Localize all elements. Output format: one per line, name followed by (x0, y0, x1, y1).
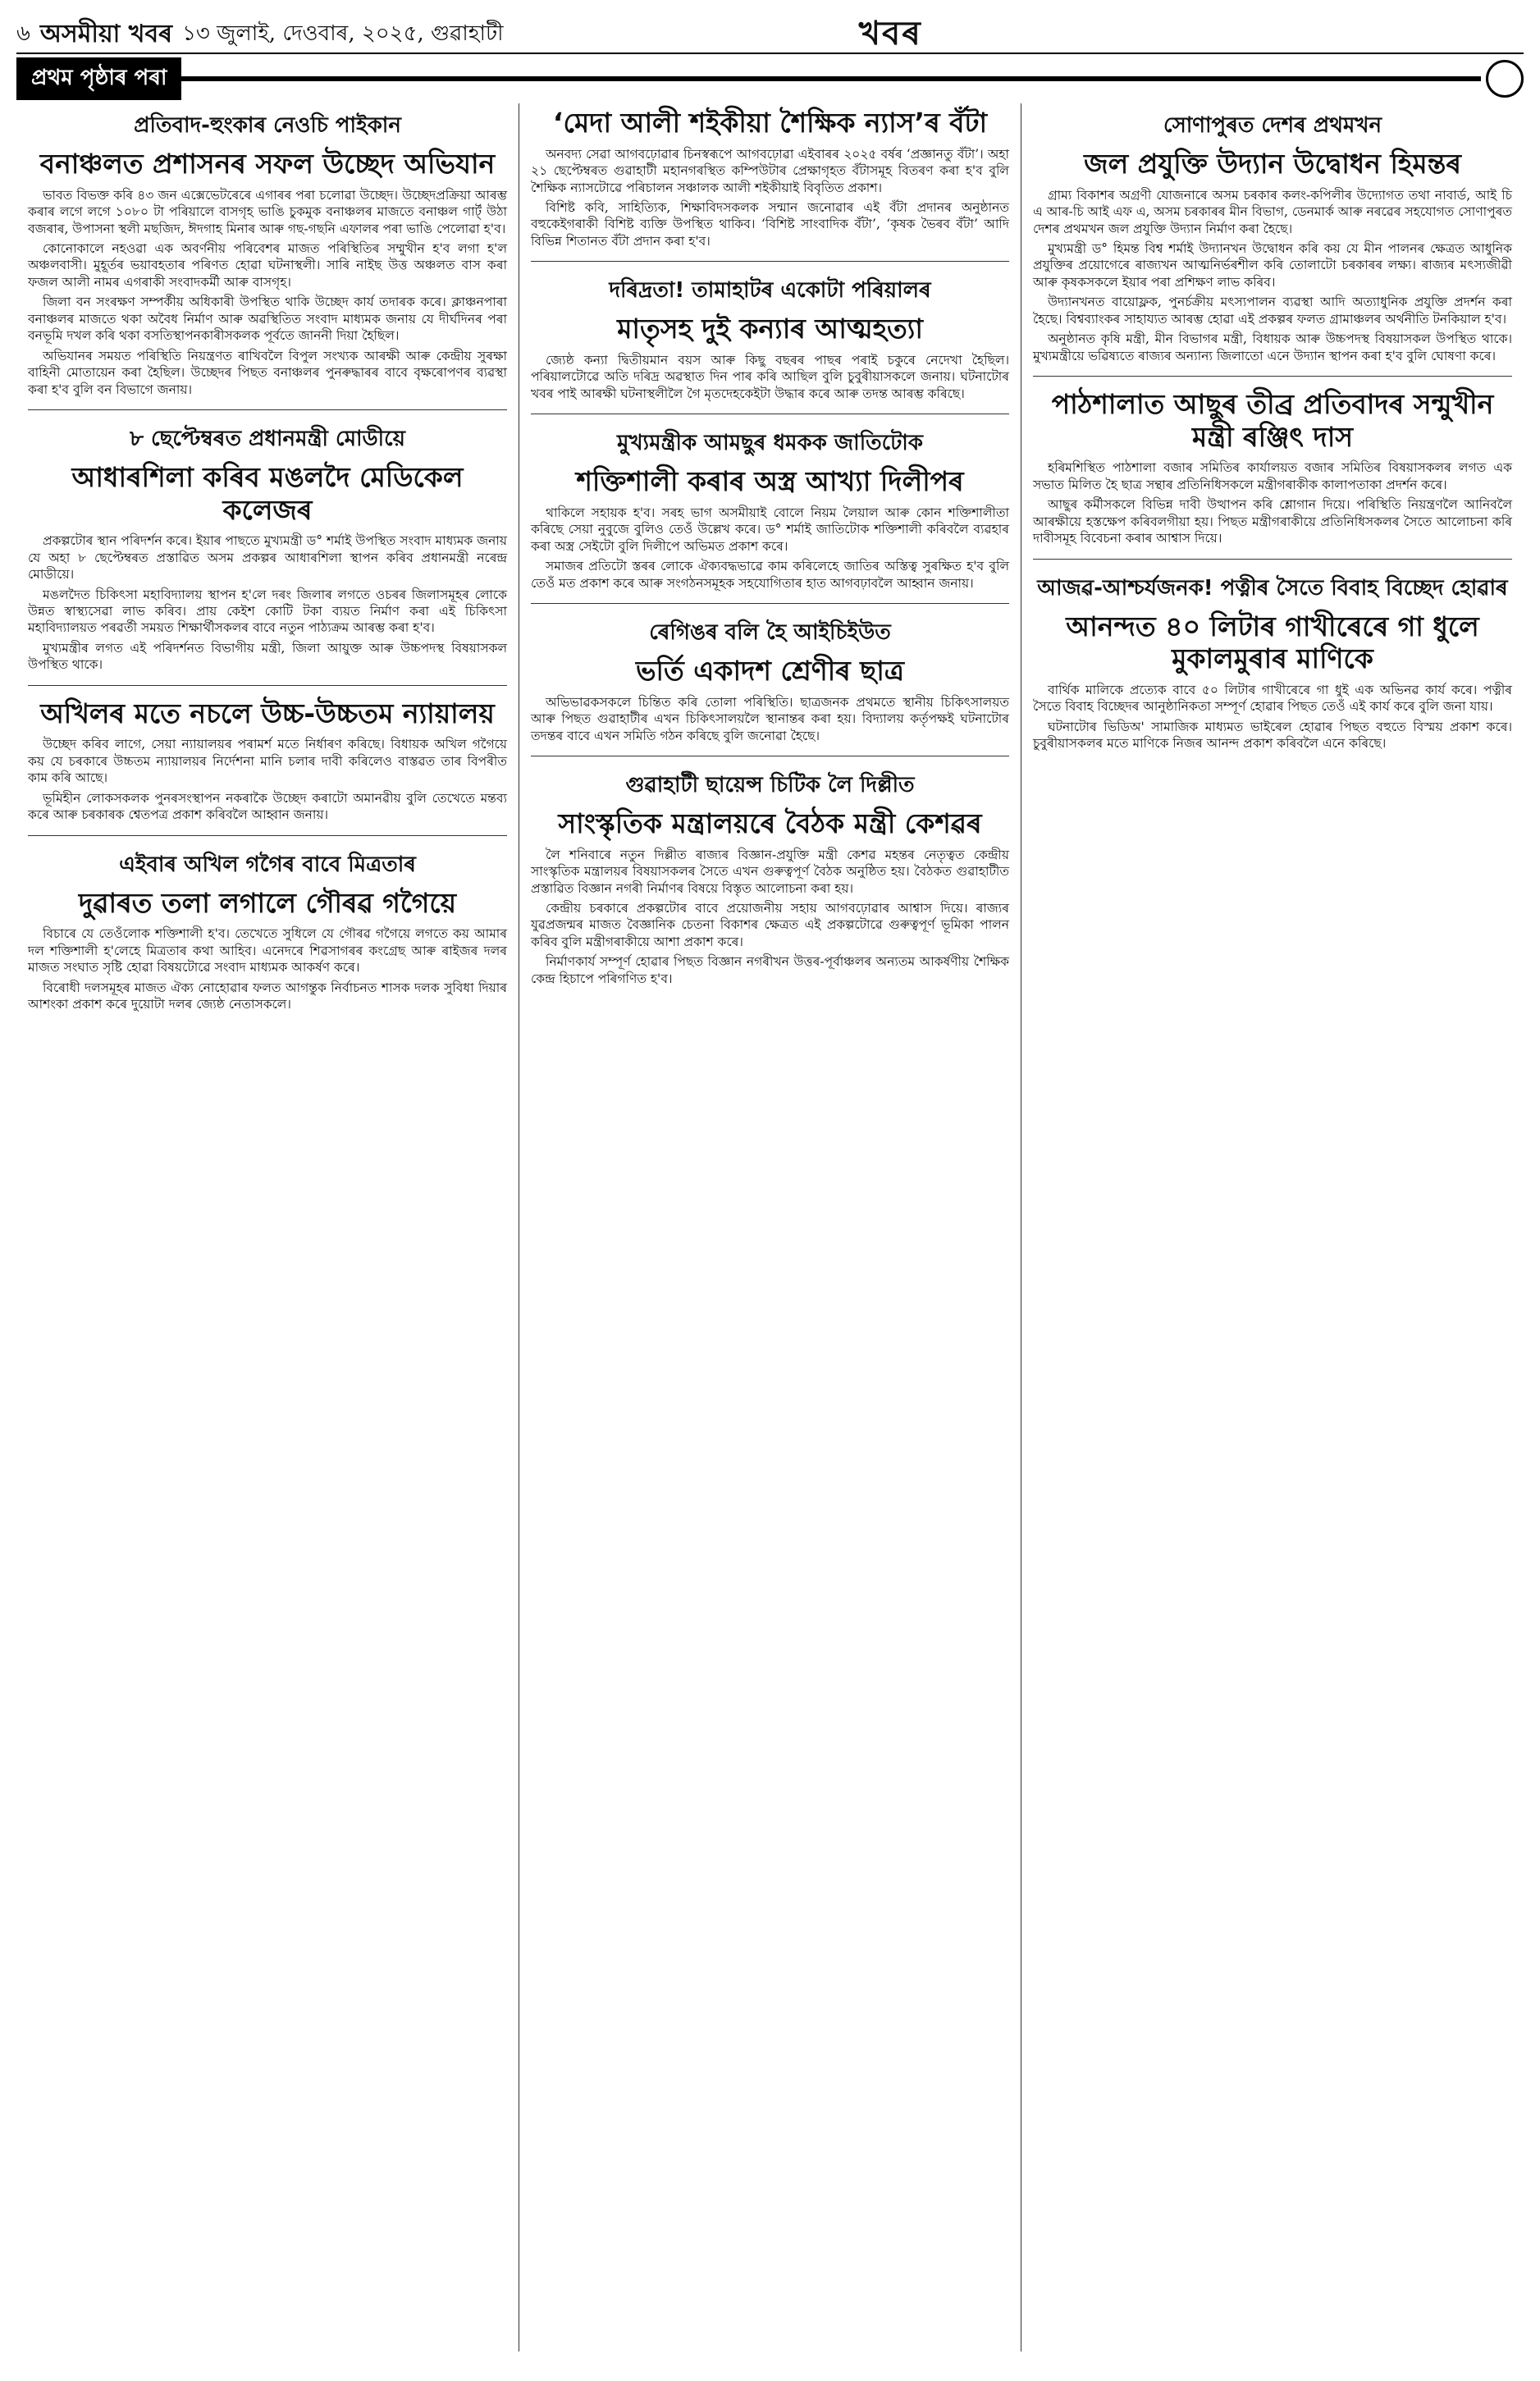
article-headline: দুৱাৰত তলা লগালে গৌৰৱ গগৈয়ে (78, 886, 457, 919)
article-kicker: মুখ্যমন্ত্ৰীক আমছুৰ ধমকক জাতিটোক (617, 431, 923, 456)
paragraph: গ্ৰাম্য বিকাশৰ অগ্ৰণী যোজনাৰে অসম চৰকাৰ কলং-কপিলীৰ উদ্যোগত তথা নাবাৰ্ড, আই চি এ আৰ-চি আই এফ এ, অসম চৰকাৰৰ মীন বিভাগ, ডেনমাৰ্ক আৰু নৰৱেৰ সহযোগত সোণাপুৰত দেশৰ প্ৰথমখন জল প্ৰযুক্তি উদ্যান নিৰ্মাণ কৰা হৈছে। (1033, 187, 1512, 236)
article-body (1033, 187, 1512, 365)
paragraph: নিৰ্মাণকাৰ্য সম্পূৰ্ণ হোৱাৰ পিছত বিজ্ঞান নগৰীখন উত্তৰ-পূৰ্বাঞ্চলৰ অন্যতম আকৰ্ষণীয় শৈক্ষিক কেন্দ্ৰ হিচাপে পৰিগণিত হ'ব। (531, 954, 1009, 986)
article-ragging (531, 615, 1009, 756)
paragraph: লৈ শনিবাৰে নতুন দিল্লীত ৰাজ্যৰ বিজ্ঞান-প্ৰযুক্তি মন্ত্ৰী কেশৱ মহন্তৰ নেতৃত্বত কেন্দ্ৰীয় সাংস্কৃতিক মন্ত্ৰালয়ৰ বিষয়াসকলৰ সৈতে এখন গুৰুত্বপূৰ্ণ বৈঠক অনুষ্ঠিত হয়। বৈঠকত গুৱাহাটীত প্ৰস্তাৱিত বিজ্ঞান নগৰী নিৰ্মাণৰ বিষয়ে বিস্তৃত আলোচনা কৰা হয়। (531, 847, 1009, 896)
paragraph: অভিযানৰ সময়ত পৰিস্থিতি নিয়ন্ত্ৰণত ৰাখিবলৈ বিপুল সংখ্যক আৰক্ষী আৰু কেন্দ্ৰীয় সুৰক্ষা বাহিনী মোতায়েন কৰা হৈছিল। উচ্ছেদৰ পিছত বনাঞ্চলৰ পুনৰুদ্ধাৰৰ বাবে বৃক্ষৰোপণৰ ব্যৱস্থা কৰা হ'ব বুলি বন বিভাগে জনায়। (28, 348, 507, 397)
article-milk-bath (1033, 571, 1512, 764)
article-headline: সাংস্কৃতিক মন্ত্ৰালয়ৰে বৈঠক মন্ত্ৰী কেশৱৰ (558, 807, 982, 840)
paragraph: বাৰ্থিক মালিকে প্ৰত্যেক বাবে ৫০ লিটাৰ গাখীৰেৰে গা ধুই এক অভিনৱ কাৰ্য কৰে। পত্নীৰ সৈতে বিবাহ বিচ্ছেদৰ আনুষ্ঠানিকতা সম্পূৰ্ণ হোৱাৰ পিছত তেওঁ এই কাৰ্য কৰে বুলি জনা যায়। (1033, 682, 1512, 715)
article-headline: শক্তিশালী কৰাৰ অস্ত্ৰ আখ্যা দিলীপৰ (576, 465, 964, 498)
article-body (1033, 682, 1512, 752)
paragraph: হৰিমশিস্থিত পাঠশালা বজাৰ সমিতিৰ কাৰ্যালয়ত বজাৰ সমিতিৰ বিষয়াসকলৰ লগত এক সভাত মিলিত হৈ ছাত্ৰ সন্থাৰ প্ৰতিনিধিসকলে মন্ত্ৰীগৰাকীক কালাপতাকা প্ৰদৰ্শন কৰে। (1033, 460, 1512, 492)
article-eviction (28, 108, 507, 410)
column-middle (519, 103, 1021, 2351)
column-left (16, 103, 519, 2351)
article-headline: ‘মেদা আলী শইকীয়া শৈক্ষিক ন্যাস’ৰ বঁটা (552, 107, 988, 139)
paragraph: জিলা বন সংৰক্ষণ সম্পৰ্কীয় অধিকাৰী উপস্থিত থাকি উচ্ছেদ কাৰ্য তদাৰক কৰে। ক্লাঞ্চনপাৰা বনাঞ্চলৰ মাজতে থকা অবৈধ নিৰ্মাণ আৰু অৱস্থিতিত সংবাদ মাধ্যমক জনায় যে দীৰ্ঘদিনৰ পৰা বনভূমি দখল কৰি থকা বসতিস্থাপনকাৰীসকলক পূৰ্বতে জাননী দিয়া হৈছিল। (28, 295, 507, 344)
paragraph: অনুষ্ঠানত কৃষি মন্ত্ৰী, মীন বিভাগৰ মন্ত্ৰী, বিধায়ক আৰু উচ্চপদস্থ বিষয়াসকল উপস্থিত থাকে। মুখ্যমন্ত্ৰীয়ে ভৱিষ্যতে ৰাজ্যৰ অন্যান্য জিলাতো এনে উদ্যান স্থাপন কৰা হ'ব বুলি ঘোষণা কৰে। (1033, 331, 1512, 363)
paragraph: অনবদ্য সেৱা আগবঢ়োৱাৰ চিনস্বৰূপে আগবঢ়োৱা এইবাৰৰ ২০২৫ বৰ্ষৰ ‘প্ৰজ্ঞানতু বঁটা’। অহা ২১ ছেপ্টেম্বৰত গুৱাহাটী মহানগৰস্থিত কম্পিউটাৰ প্ৰেক্ষাগৃহত বঁটাসমূহ বিতৰণ কৰা হ'ব বুলি শৈক্ষিক ন্যাসটোৱে পৰিচালন সঞ্চালক আলী শইকীয়াই বিবৃতিত প্ৰকাশ। (531, 146, 1009, 195)
page-number: ৬ (16, 21, 30, 46)
column-right (1021, 103, 1524, 2351)
paragraph: মুখ্যমন্ত্ৰী ড° হিমন্ত বিশ্ব শৰ্মাই উদ্যানখন উদ্বোধন কৰি কয় যে মীন পালনৰ ক্ষেত্ৰত আধুনিক প্ৰযুক্তিৰ প্ৰয়োগেৰে ৰাজ্যখন আত্মনিৰ্ভৰশীল কৰি তোলাটো চৰকাৰৰ লক্ষ্য। ৰাজ্যৰ মৎস্যজীৱী আৰু কৃষকসকলে ইয়াৰ পৰা প্ৰশিক্ষণ লাভ কৰিব। (1033, 240, 1512, 290)
brand-logo-left: অসমীয়া খবৰ (39, 19, 173, 48)
paragraph: সমাজৰ প্ৰতিটো স্তৰৰ লোকে ঐক্যবদ্ধভাৱে কাম কৰিলেহে জাতিৰ অস্তিত্ব সুৰক্ষিত হ'ব বুলি তেওঁ মত প্ৰকাশ কৰে আৰু সংগঠনসমূহক সহযোগিতাৰ হাত আগবঢ়াবলৈ আহ্বান জনায়। (531, 559, 1009, 591)
article-kicker: এইবাৰ অখিল গগৈৰ বাবে মিত্ৰতাৰ (119, 852, 416, 877)
paragraph: বিচাৰে যে তেওঁলোক শক্তিশালী হ'ব। তেখেতে সুধিলে যে গৌৰৱ গগৈয়ে লগতে কয় আমাৰ দল শক্তিশালী হ'লেহে মিত্ৰতাৰ কথা আহিব। এনেদৰে শিৱসাগৰৰ কংগ্ৰেছ আৰু ৰাইজৰ দলৰ মাজত সংঘাত সৃষ্টি হোৱা বিষয়টোৱে সংবাদ মাধ্যমক আকৰ্ষণ কৰে। (28, 926, 507, 976)
paragraph: মঙলদৈত চিকিৎসা মহাবিদ্যালয় স্থাপন হ'লে দৰং জিলাৰ লগতে ওচৰৰ জিলাসমূহৰ লোকে উন্নত স্বাস্থ্যসেৱা লাভ কৰিব। প্ৰায় কেইশ কোটি টকা ব্যয়ত নিৰ্মাণ কৰা এই চিকিৎসা মহাবিদ্যালয়ত পৰৱৰ্তী সময়ত শিক্ষাৰ্থীসকলৰ বাবে নতুন পাঠ্যক্ৰম আৰম্ভ কৰা হ'ব। (28, 587, 507, 636)
paragraph: উচ্ছেদ কৰিব লাগে, সেয়া ন্যায়ালয়ৰ পৰামৰ্শ মতে নিৰ্ধাৰণ কৰিছে। বিধায়ক অখিল গগৈয়ে কয় যে চৰকাৰে উচ্চতম ন্যায়ালয়ৰ নিৰ্দেশনা মানি চলাৰ দাবী কৰিলেও বাস্তৱত তাৰ বিপৰীত কাম কৰি আছে। (28, 737, 507, 786)
article-kicker: ৰেগিঙৰ বলি হৈ আইচিইউত (649, 620, 891, 646)
article-kicker: আজৱ-আশ্চৰ্যজনক! পত্নীৰ সৈতে বিবাহ বিচ্ছেদ হোৱাৰ (1037, 575, 1508, 601)
article-water-park (1033, 108, 1512, 377)
paragraph: থাকিলে সহায়ক হ'ব। সৰহ ভাগ অসমীয়াই বোলে নিয়ম লৈয়াল আৰু কোন শক্তিশালীতা কৰিছে সেয়া নুবুজে বুলিও তেওঁ উল্লেখ কৰে। ড° শৰ্মাই জাতিটোক শক্তিশালী কৰিবলৈ ব্যৱহাৰ কৰা অস্ত্ৰ সেইটো বুলি দিলীপে অভিমত প্ৰকাশ কৰে। (531, 505, 1009, 554)
article-headline: মাতৃসহ দুই কন্যাৰ আত্মহত্যা (617, 313, 923, 345)
scroll-ornament-icon (1486, 60, 1524, 98)
paragraph: কেন্দ্ৰীয় চৰকাৰে প্ৰকল্পটোৰ বাবে প্ৰয়োজনীয় সহায় আগবঢ়োৱাৰ আশ্বাস দিয়ে। ৰাজ্যৰ যুৱপ্ৰজন্মৰ মাজত বৈজ্ঞানিক চেতনা বিকাশৰ ক্ষেত্ৰত এই প্ৰকল্পটোৱে গুৰুত্বপূৰ্ণ ভূমিকা পালন কৰিব বুলি মন্ত্ৰীগৰাকীয়ে আশা প্ৰকাশ কৰে। (531, 901, 1009, 949)
article-body (531, 352, 1009, 402)
article-ranjit-das (1033, 388, 1512, 559)
article-body (531, 847, 1009, 988)
article-tamahat (531, 273, 1009, 414)
paragraph: আছুৰ কৰ্মীসকলে বিভিন্ন দাবী উত্থাপন কৰি শ্লোগান দিয়ে। পৰিস্থিতি নিয়ন্ত্ৰণলৈ আনিবলৈ আৰক্ষীয়ে হস্তক্ষেপ কৰিবলগীয়া হয়। পিছত মন্ত্ৰীগৰাকীয়ে প্ৰতিনিধিসকলৰ সৈতে আলোচনা কৰি দাবীসমূহ বিবেচনা কৰাৰ আশ্বাস দিয়ে। (1033, 497, 1512, 546)
article-headline: বনাঞ্চলত প্ৰশাসনৰ সফল উচ্ছেদ অভিযান (39, 148, 496, 180)
paragraph: বিশিষ্ট কবি, সাহিত্যিক, শিক্ষাবিদসকলক সন্মান জনোৱাৰ এই বঁটা প্ৰদানৰ অনুষ্ঠানত বহুকেইগৰাকী বিশিষ্ট ব্যক্তি উপস্থিত থাকিব। ‘বিশিষ্ট সাংবাদিক বঁটা’, ‘কৃষক ভৈৰব বঁটা’ আদি বিভিন্ন শিতানত বঁটা প্ৰদান কৰা হ'ব। (531, 199, 1009, 249)
article-gaurav-akhil (28, 848, 507, 1025)
article-headline: আনন্দত ৪০ লিটাৰ গাখীৰেৰে গা ধুলে মুকালমুৰাৰ মাণিকে (1066, 610, 1479, 675)
masthead-bar (16, 16, 1524, 54)
paragraph: ঘটনাটোৰ ভিডিঅ' সামাজিক মাধ্যমত ভাইৰেল হোৱাৰ পিছত বহুতে বিস্ময় প্ৰকাশ কৰে। চুবুৰীয়াসকলৰ মতে মাণিকে নিজৰ আনন্দ প্ৰকাশ কৰিবলৈ এনে কৰিছে। (1033, 719, 1512, 752)
article-body (28, 532, 507, 674)
article-science-city (531, 768, 1009, 999)
brand-logo-center: খবৰ (858, 14, 922, 53)
article-kicker: সোণাপুৰত দেশৰ প্ৰথমখন (1163, 113, 1382, 138)
paragraph: মুখ্যমন্ত্ৰীৰ লগত এই পৰিদৰ্শনত বিভাগীয় মন্ত্ৰী, জিলা আয়ুক্ত আৰু উচ্চপদস্থ বিষয়াসকল উপস্থিত থাকে। (28, 640, 507, 673)
paragraph: কোনোকালে নহওৱা এক অবৰ্ণনীয় পৰিবেশৰ মাজত পৰিস্থিতিৰ সম্মুখীন হ'ব লগা হ'ল অঞ্চলবাসী। মুহূৰ্তৰ ভয়াবহতাৰ পৰিণত হোৱা ঘটনাস্থলী। সাৰি নাইছ উত্ত অঞ্চলত বাস কৰা ফজল আলী নামৰ এগৰাকী সংবাদকৰ্মী আৰু বাসগৃহ। (28, 240, 507, 290)
section-rule (181, 76, 1481, 81)
paragraph: জ্যেষ্ঠ কন্যা দ্বিতীয়মান বয়স আৰু কিছু বছৰৰ পাছৰ পৰাই চকুৰে নেদেখা হৈছিল। পৰিয়ালটোৱে অতি দৰিদ্ৰ অৱস্থাত দিন পাৰ কৰি আছিল বুলি চুবুৰীয়াসকলে জনায়। ঘটনাটোৰ খবৰ পাই আৰক্ষী ঘটনাস্থলীলৈ গৈ মৃতদেহকেইটা উদ্ধাৰ কৰে আৰু তদন্ত আৰম্ভ কৰিছে। (531, 352, 1009, 401)
article-body (28, 925, 507, 1012)
article-headline: অখিলৰ মতে নচলে উচ্চ-উচ্চতম ন্যায়ালয় (40, 697, 495, 729)
paragraph: উদ্যানখনত বায়োফ্লক, পুনৰ্চক্ৰীয় মৎস্যপালন ব্যৱস্থা আদি অত্যাধুনিক প্ৰযুক্তি প্ৰদৰ্শন কৰা হৈছে। বিশ্বব্যাংকৰ সাহায্যত আৰম্ভ হোৱা এই প্ৰকল্পৰ ফলত গ্ৰামাঞ্চলৰ অৰ্থনীতি টনকিয়াল হ'ব। (1033, 295, 1512, 327)
article-kicker: দৰিদ্ৰতা! তামাহাটৰ একোটা পৰিয়ালৰ (609, 278, 931, 304)
article-body (28, 736, 507, 823)
article-body (28, 187, 507, 398)
article-medical-college (28, 422, 507, 686)
article-kicker: ৮ ছেপ্টেম্বৰত প্ৰধানমন্ত্ৰী মোডীয়ে (130, 427, 405, 452)
issue-date: ১৩ জুলাই, দেওবাৰ, ২০২৫, গুৱাহাটী (182, 21, 504, 46)
article-body (531, 505, 1009, 592)
article-akhil-court (28, 697, 507, 836)
article-body (531, 146, 1009, 250)
article-body (531, 694, 1009, 744)
article-kicker: প্ৰতিবাদ-হুংকাৰ নেওচি পাইকান (134, 113, 401, 138)
section-label: প্ৰথম পৃষ্ঠাৰ পৰা (16, 57, 181, 100)
article-headline: আধাৰশিলা কৰিব মঙলদৈ মেডিকেল কলেজৰ (71, 461, 464, 526)
paragraph: ভাবত বিভক্ত কৰি ৪৩ জন এক্সেভেটৰেৰে এগাৰৰ পৰা চলোৱা উচ্ছেদ। উচ্ছেদপ্ৰক্ৰিয়া আৰম্ভ কৰাৰ লগে লগে ১০৮০ টা পৰিয়ালে বাসগৃহ ভাঙি চুকমুক বনাঞ্চলৰ মাজতে বনাঞ্চল গাৰ্ট্ উঠা বজৰাৰ, উপাসনা স্থলী মছজিদ, ঈদগাহ মিনাৰ আৰু গছ-গছনি এফালৰ পৰা ভাঙি পেলোৱা হ'ব। (28, 187, 507, 236)
article-kicker: গুৱাহাটী ছায়েন্স চিটিক লৈ দিল্লীত (625, 773, 915, 798)
paragraph: বিৰোধী দলসমূহৰ মাজত ঐক্য নোহোৱাৰ ফলত আগন্তুক নিৰ্বাচনত শাসক দলক সুবিধা দিয়াৰ আশংকা প্ৰকাশ কৰে দুয়োটা দলৰ জ্যেষ্ঠ নেতাসকলে। (28, 980, 507, 1012)
paragraph: প্ৰকল্পটোৰ স্থান পৰিদৰ্শন কৰে। ইয়াৰ পাছতে মুখ্যমন্ত্ৰী ড° শৰ্মাই উপস্থিত সংবাদ মাধ্যমক জনায় যে অহা ৮ ছেপ্টেম্বৰত প্ৰস্তাৱিত অসম প্ৰকল্পৰ আধাৰশিলা স্থাপন কৰিব প্ৰধানমন্ত্ৰী নৰেন্দ্ৰ মোডীয়ে। (28, 533, 507, 583)
article-headline: পাঠশালাত আছুৰ তীব্ৰ প্ৰতিবাদৰ সন্মুখীন মন্ত্ৰী ৰঞ্জিৎ দাস (1051, 388, 1494, 453)
article-award (531, 107, 1009, 262)
article-body (1033, 459, 1512, 546)
paragraph: ভূমিহীন লোকসকলক পুনৰসংস্থাপন নকৰাকৈ উচ্ছেদ কৰাটো অমানৱীয় বুলি তেখেতে মন্তব্য কৰে আৰু চৰকাৰক শ্বেতপত্ৰ প্ৰকাশ কৰিবলৈ আহ্বান জনায়। (28, 790, 507, 823)
newspaper-page (16, 16, 1524, 2348)
article-headline: ভৰ্তি একাদশ শ্ৰেণীৰ ছাত্ৰ (635, 655, 905, 688)
article-headline: জল প্ৰযুক্তি উদ্যান উদ্বোধন হিমন্তৰ (1084, 148, 1461, 180)
paragraph: অভিভাৱকসকলে চিন্তিত কৰি তোলা পৰিস্থিতি। ছাত্ৰজনক প্ৰথমতে স্থানীয় চিকিৎসালয়ত আৰু পিছত গুৱাহাটীৰ এখন চিকিৎসালয়লৈ স্থানান্তৰ কৰা হয়। বিদ্যালয় কৰ্তৃপক্ষই ঘটনাটোৰ তদন্তৰ বাবে এখন সমিতি গঠন কৰিছে বুলি জনোৱা হৈছে। (531, 694, 1009, 743)
article-dilip (531, 426, 1009, 604)
section-strip (16, 62, 1524, 95)
